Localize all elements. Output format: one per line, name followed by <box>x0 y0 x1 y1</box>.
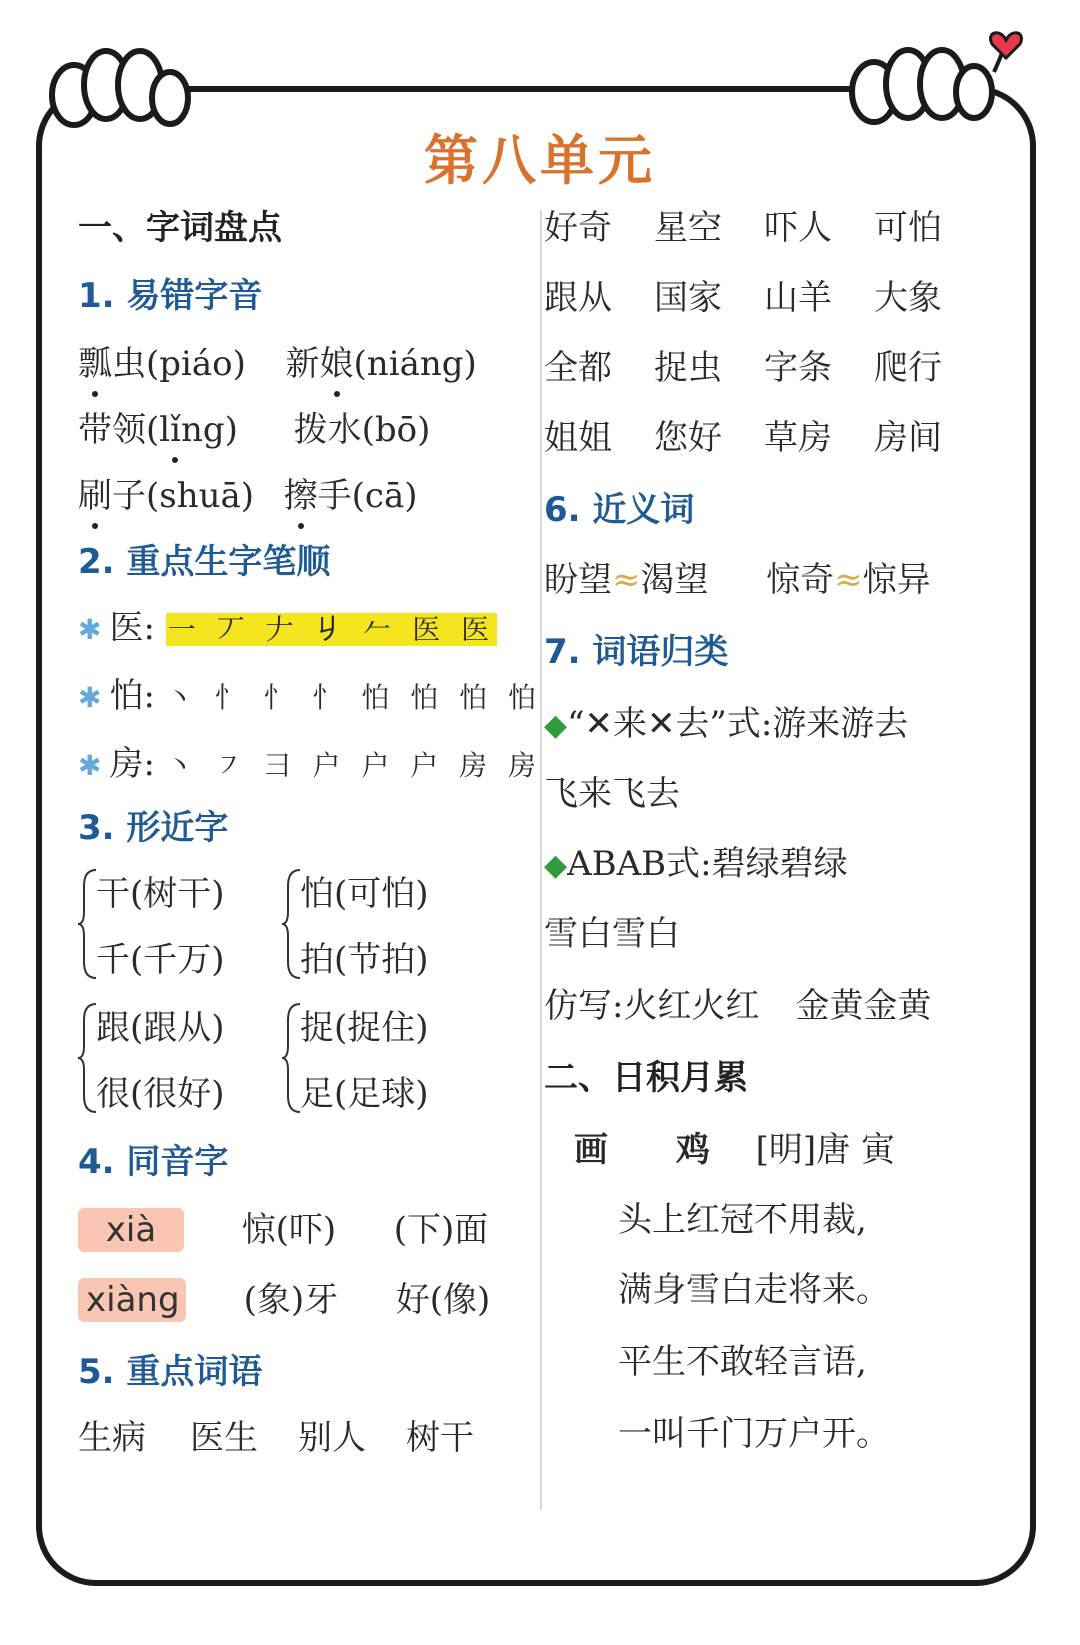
poem-header <box>574 1122 895 1171</box>
stroke-row-2: ✱ 怕: 丶 忄 忄 忄 怕 怕 怕 怕 <box>78 676 543 716</box>
heading-synonyms: 6. 近义词 <box>544 490 695 530</box>
words-row-4: 姐姐 您好 草房 房间 <box>544 418 942 458</box>
star-icon: ✱ <box>78 749 102 782</box>
homophone-row-2: xiàng (象)牙 好(像) <box>78 1272 490 1322</box>
homophone-row-1: xià 惊(吓) (下)面 <box>78 1202 488 1252</box>
page-title: 第八单元 <box>424 129 656 192</box>
words-row-3: 全都 捉虫 字条 爬行 <box>544 348 942 388</box>
key-words-row: 生病 医生 别人 树干 <box>78 1418 474 1458</box>
heart-icon <box>991 33 1022 58</box>
heading-pronunciation: 1. 易错字音 <box>78 276 263 316</box>
star-icon: ✱ <box>78 681 102 714</box>
heading-homophones: 4. 同音字 <box>78 1142 229 1182</box>
right-hand-icon <box>834 26 1024 130</box>
stroke-row-3: ✱ 房: 丶 ㇇ 彐 户 户 户 房 房 <box>78 744 543 784</box>
poem-line: 平生不敢轻言语, <box>618 1342 867 1382</box>
words-row-2: 跟从 国家 山羊 大象 <box>544 278 942 318</box>
category-line-2: 飞来飞去 <box>544 774 680 814</box>
poem-title: 画 鸡 <box>574 1130 710 1170</box>
poem-line: 满身雪白走将来。 <box>618 1270 890 1310</box>
diamond-icon: ◆ <box>544 708 568 743</box>
category-line-1: ◆“✕来✕去”式:游来游去 <box>544 704 909 744</box>
pron-row-1: 瓢虫(piáo) 新娘(niáng) <box>78 336 477 385</box>
similar-group-4: 捉(捉住) 足(足球) <box>282 1000 482 1120</box>
heading-key-words: 5. 重点词语 <box>78 1352 263 1392</box>
category-line-4: 雪白雪白 <box>544 914 680 954</box>
synonym-row: 盼望≈渴望 惊奇≈惊异 <box>544 560 931 600</box>
heading-stroke-order: 2. 重点生字笔顺 <box>78 542 331 582</box>
poem-author: [明]唐 寅 <box>755 1130 895 1170</box>
similar-group-2: 怕(可怕) 拍(节拍) <box>282 866 482 986</box>
similar-group-1: 干(树干) 千(千万) <box>78 866 278 986</box>
left-hand-icon <box>44 40 194 130</box>
stroke-row-1: ✱ 医: 一 丆 𠂇 𠂈 𠂉 医 医 <box>78 608 496 648</box>
words-row-1: 好奇 星空 吓人 可怕 <box>544 208 942 248</box>
section-heading-1: 一、字词盘点 <box>78 208 282 248</box>
diamond-icon: ◆ <box>544 848 568 883</box>
pron-row-2: 带领(lǐng) 拨水(bō) <box>78 402 430 451</box>
heading-word-category: 7. 词语归类 <box>544 632 729 672</box>
pinyin-badge: xiàng <box>78 1278 186 1322</box>
star-icon: ✱ <box>78 613 102 646</box>
category-line-5: 仿写:火红火红 金黄金黄 <box>544 986 932 1026</box>
category-line-3: ◆ABAB式:碧绿碧绿 <box>544 844 848 884</box>
similar-group-3: 跟(跟从) 很(很好) <box>78 1000 278 1120</box>
pron-row-3: 刷子(shuā) 擦手(cā) <box>78 468 418 517</box>
pinyin-badge: xià <box>78 1208 184 1252</box>
poem-line: 头上红冠不用裁, <box>618 1200 867 1240</box>
heading-similar-chars: 3. 形近字 <box>78 808 229 848</box>
column-divider <box>540 210 542 1510</box>
poem-line: 一叫千门万户开。 <box>618 1414 890 1454</box>
section-heading-2: 二、日积月累 <box>544 1058 748 1098</box>
